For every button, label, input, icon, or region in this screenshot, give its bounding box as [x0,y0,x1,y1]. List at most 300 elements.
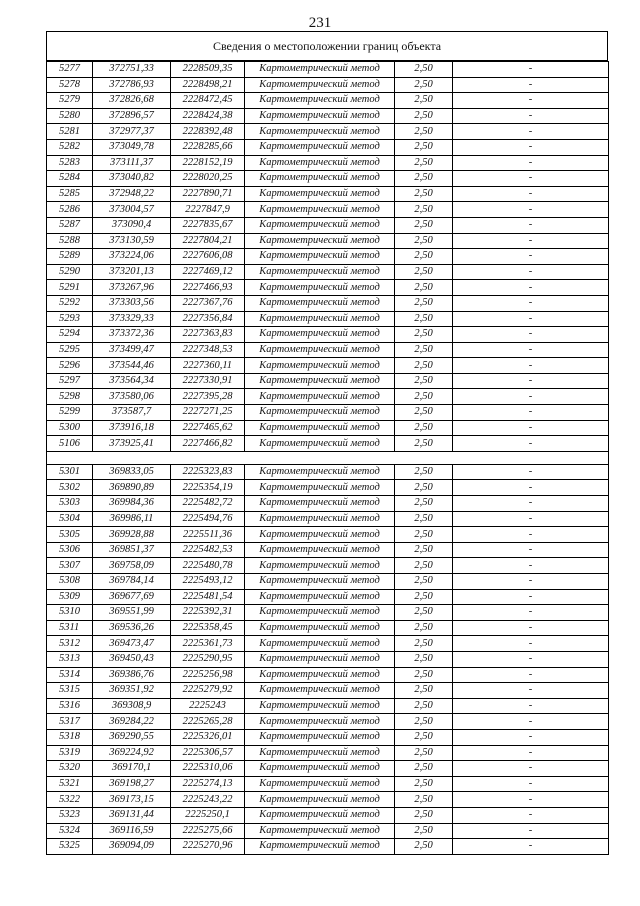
table-row [47,436,609,452]
x-coordinate-cell: 369833,05 [93,464,171,480]
table-row [47,420,609,436]
method-cell: Картометрический метод [245,729,395,745]
table-row [47,792,609,808]
method-cell: Картометрический метод [245,574,395,590]
table-title: Сведения о местоположении границ объекта [46,31,608,61]
table-row [47,373,609,389]
group-separator-row [47,451,609,464]
x-coordinate-cell: 369224,92 [93,745,171,761]
x-coordinate-cell: 373544,46 [93,358,171,374]
table-row [47,651,609,667]
x-coordinate-cell: 373372,36 [93,327,171,343]
description-cell: - [453,589,609,605]
table-row [47,683,609,699]
table-row [47,636,609,652]
point-number-cell: 5280 [47,108,93,124]
point-number-cell: 5286 [47,202,93,218]
method-cell: Картометрический метод [245,186,395,202]
table-row [47,233,609,249]
method-cell: Картометрический метод [245,651,395,667]
table-row [47,605,609,621]
y-coordinate-cell: 2228392,48 [171,124,245,140]
accuracy-cell: 2,50 [395,527,453,543]
point-number-cell: 5307 [47,558,93,574]
y-coordinate-cell: 2228509,35 [171,62,245,78]
accuracy-cell: 2,50 [395,698,453,714]
accuracy-cell: 2,50 [395,620,453,636]
method-cell: Картометрический метод [245,217,395,233]
point-number-cell: 5106 [47,436,93,452]
table-row [47,776,609,792]
y-coordinate-cell: 2225279,92 [171,683,245,699]
x-coordinate-cell: 369851,37 [93,542,171,558]
description-cell: - [453,792,609,808]
accuracy-cell: 2,50 [395,464,453,480]
point-number-cell: 5301 [47,464,93,480]
page-number: 231 [308,15,332,31]
accuracy-cell: 2,50 [395,93,453,109]
description-cell: - [453,202,609,218]
y-coordinate-cell: 2225265,28 [171,714,245,730]
accuracy-cell: 2,50 [395,373,453,389]
table-row [47,389,609,405]
x-coordinate-cell: 373267,96 [93,280,171,296]
point-number-cell: 5325 [47,839,93,855]
x-coordinate-cell: 372826,68 [93,93,171,109]
description-cell: - [453,124,609,140]
y-coordinate-cell: 2227466,82 [171,436,245,452]
accuracy-cell: 2,50 [395,139,453,155]
x-coordinate-cell: 372751,33 [93,62,171,78]
accuracy-cell: 2,50 [395,511,453,527]
point-number-cell: 5281 [47,124,93,140]
x-coordinate-cell: 369173,15 [93,792,171,808]
point-number-cell: 5278 [47,77,93,93]
method-cell: Картометрический метод [245,280,395,296]
point-number-cell: 5300 [47,420,93,436]
point-number-cell: 5291 [47,280,93,296]
description-cell: - [453,823,609,839]
description-cell: - [453,373,609,389]
point-number-cell: 5312 [47,636,93,652]
accuracy-cell: 2,50 [395,496,453,512]
point-number-cell: 5283 [47,155,93,171]
point-number-cell: 5304 [47,511,93,527]
point-number-cell: 5290 [47,264,93,280]
point-number-cell: 5309 [47,589,93,605]
accuracy-cell: 2,50 [395,155,453,171]
x-coordinate-cell: 373111,37 [93,155,171,171]
description-cell: - [453,233,609,249]
description-cell: - [453,93,609,109]
description-cell: - [453,620,609,636]
method-cell: Картометрический метод [245,464,395,480]
accuracy-cell: 2,50 [395,358,453,374]
x-coordinate-cell: 372977,37 [93,124,171,140]
table-row [47,405,609,421]
coordinates-table-body [47,62,609,855]
method-cell: Картометрический метод [245,124,395,140]
point-number-cell: 5294 [47,327,93,343]
description-cell: - [453,389,609,405]
x-coordinate-cell: 373916,18 [93,420,171,436]
y-coordinate-cell: 2228424,38 [171,108,245,124]
table-row [47,480,609,496]
y-coordinate-cell: 2225482,72 [171,496,245,512]
x-coordinate-cell: 369094,09 [93,839,171,855]
description-cell: - [453,249,609,265]
table-row [47,714,609,730]
y-coordinate-cell: 2228498,21 [171,77,245,93]
point-number-cell: 5319 [47,745,93,761]
table-row [47,761,609,777]
point-number-cell: 5277 [47,62,93,78]
method-cell: Картометрический метод [245,405,395,421]
method-cell: Картометрический метод [245,155,395,171]
method-cell: Картометрический метод [245,108,395,124]
description-cell: - [453,186,609,202]
table-row [47,358,609,374]
x-coordinate-cell: 373201,13 [93,264,171,280]
method-cell: Картометрический метод [245,558,395,574]
accuracy-cell: 2,50 [395,264,453,280]
accuracy-cell: 2,50 [395,405,453,421]
table-row [47,464,609,480]
y-coordinate-cell: 2227356,84 [171,311,245,327]
description-cell: - [453,667,609,683]
method-cell: Картометрический метод [245,171,395,187]
method-cell: Картометрический метод [245,745,395,761]
method-cell: Картометрический метод [245,776,395,792]
y-coordinate-cell: 2225250,1 [171,807,245,823]
table-row [47,527,609,543]
accuracy-cell: 2,50 [395,683,453,699]
x-coordinate-cell: 373224,06 [93,249,171,265]
accuracy-cell: 2,50 [395,714,453,730]
point-number-cell: 5302 [47,480,93,496]
method-cell: Картометрический метод [245,496,395,512]
y-coordinate-cell: 2227330,91 [171,373,245,389]
coordinates-sheet [46,31,608,855]
description-cell: - [453,171,609,187]
accuracy-cell: 2,50 [395,807,453,823]
description-cell: - [453,464,609,480]
x-coordinate-cell: 373004,57 [93,202,171,218]
description-cell: - [453,420,609,436]
point-number-cell: 5285 [47,186,93,202]
point-number-cell: 5282 [47,139,93,155]
accuracy-cell: 2,50 [395,823,453,839]
table-row [47,108,609,124]
y-coordinate-cell: 2228472,45 [171,93,245,109]
group-separator-cell [47,451,609,464]
description-cell: - [453,496,609,512]
description-cell: - [453,480,609,496]
accuracy-cell: 2,50 [395,77,453,93]
y-coordinate-cell: 2225482,53 [171,542,245,558]
point-number-cell: 5322 [47,792,93,808]
description-cell: - [453,542,609,558]
method-cell: Картометрический метод [245,589,395,605]
table-row [47,295,609,311]
method-cell: Картометрический метод [245,761,395,777]
point-number-cell: 5310 [47,605,93,621]
description-cell: - [453,108,609,124]
x-coordinate-cell: 369758,09 [93,558,171,574]
method-cell: Картометрический метод [245,667,395,683]
table-row [47,155,609,171]
table-row [47,202,609,218]
table-row [47,542,609,558]
point-number-cell: 5316 [47,698,93,714]
x-coordinate-cell: 372948,22 [93,186,171,202]
accuracy-cell: 2,50 [395,792,453,808]
y-coordinate-cell: 2227465,62 [171,420,245,436]
x-coordinate-cell: 369198,27 [93,776,171,792]
description-cell: - [453,280,609,296]
method-cell: Картометрический метод [245,311,395,327]
method-cell: Картометрический метод [245,683,395,699]
y-coordinate-cell: 2225290,95 [171,651,245,667]
table-row [47,589,609,605]
y-coordinate-cell: 2225275,66 [171,823,245,839]
table-row [47,217,609,233]
y-coordinate-cell: 2225392,31 [171,605,245,621]
method-cell: Картометрический метод [245,93,395,109]
description-cell: - [453,683,609,699]
point-number-cell: 5320 [47,761,93,777]
point-number-cell: 5315 [47,683,93,699]
table-row [47,124,609,140]
method-cell: Картометрический метод [245,327,395,343]
y-coordinate-cell: 2225493,12 [171,574,245,590]
x-coordinate-cell: 369984,36 [93,496,171,512]
y-coordinate-cell: 2228285,66 [171,139,245,155]
description-cell: - [453,217,609,233]
y-coordinate-cell: 2227395,28 [171,389,245,405]
table-row [47,729,609,745]
accuracy-cell: 2,50 [395,558,453,574]
x-coordinate-cell: 373040,82 [93,171,171,187]
accuracy-cell: 2,50 [395,589,453,605]
y-coordinate-cell: 2228020,25 [171,171,245,187]
accuracy-cell: 2,50 [395,233,453,249]
accuracy-cell: 2,50 [395,327,453,343]
method-cell: Картометрический метод [245,77,395,93]
table-row [47,311,609,327]
y-coordinate-cell: 2225511,36 [171,527,245,543]
method-cell: Картометрический метод [245,807,395,823]
method-cell: Картометрический метод [245,823,395,839]
method-cell: Картометрический метод [245,620,395,636]
y-coordinate-cell: 2227271,25 [171,405,245,421]
y-coordinate-cell: 2228152,19 [171,155,245,171]
y-coordinate-cell: 2227469,12 [171,264,245,280]
y-coordinate-cell: 2227847,9 [171,202,245,218]
description-cell: - [453,62,609,78]
x-coordinate-cell: 369116,59 [93,823,171,839]
table-row [47,186,609,202]
accuracy-cell: 2,50 [395,202,453,218]
description-cell: - [453,511,609,527]
accuracy-cell: 2,50 [395,108,453,124]
method-cell: Картометрический метод [245,542,395,558]
table-row [47,327,609,343]
accuracy-cell: 2,50 [395,389,453,405]
y-coordinate-cell: 2225326,01 [171,729,245,745]
description-cell: - [453,405,609,421]
table-row [47,620,609,636]
table-row [47,93,609,109]
y-coordinate-cell: 2225358,45 [171,620,245,636]
y-coordinate-cell: 2225243,22 [171,792,245,808]
description-cell: - [453,527,609,543]
description-cell: - [453,807,609,823]
x-coordinate-cell: 373049,78 [93,139,171,155]
y-coordinate-cell: 2227606,08 [171,249,245,265]
x-coordinate-cell: 372896,57 [93,108,171,124]
accuracy-cell: 2,50 [395,420,453,436]
point-number-cell: 5303 [47,496,93,512]
description-cell: - [453,295,609,311]
accuracy-cell: 2,50 [395,729,453,745]
method-cell: Картометрический метод [245,139,395,155]
description-cell: - [453,155,609,171]
table-row [47,264,609,280]
point-number-cell: 5308 [47,574,93,590]
description-cell: - [453,729,609,745]
x-coordinate-cell: 369386,76 [93,667,171,683]
description-cell: - [453,311,609,327]
x-coordinate-cell: 373564,34 [93,373,171,389]
method-cell: Картометрический метод [245,698,395,714]
x-coordinate-cell: 373090,4 [93,217,171,233]
x-coordinate-cell: 373925,41 [93,436,171,452]
description-cell: - [453,342,609,358]
table-row [47,249,609,265]
table-row [47,496,609,512]
point-number-cell: 5288 [47,233,93,249]
accuracy-cell: 2,50 [395,542,453,558]
description-cell: - [453,776,609,792]
description-cell: - [453,139,609,155]
x-coordinate-cell: 369131,44 [93,807,171,823]
table-row [47,698,609,714]
y-coordinate-cell: 2225354,19 [171,480,245,496]
method-cell: Картометрический метод [245,480,395,496]
accuracy-cell: 2,50 [395,636,453,652]
method-cell: Картометрический метод [245,792,395,808]
description-cell: - [453,745,609,761]
point-number-cell: 5289 [47,249,93,265]
method-cell: Картометрический метод [245,358,395,374]
description-cell: - [453,327,609,343]
description-cell: - [453,636,609,652]
point-number-cell: 5317 [47,714,93,730]
x-coordinate-cell: 373499,47 [93,342,171,358]
y-coordinate-cell: 2225323,83 [171,464,245,480]
description-cell: - [453,698,609,714]
description-cell: - [453,714,609,730]
point-number-cell: 5313 [47,651,93,667]
method-cell: Картометрический метод [245,420,395,436]
accuracy-cell: 2,50 [395,436,453,452]
table-row [47,62,609,78]
accuracy-cell: 2,50 [395,651,453,667]
accuracy-cell: 2,50 [395,574,453,590]
method-cell: Картометрический метод [245,264,395,280]
x-coordinate-cell: 369170,1 [93,761,171,777]
point-number-cell: 5314 [47,667,93,683]
method-cell: Картометрический метод [245,389,395,405]
y-coordinate-cell: 2225306,57 [171,745,245,761]
accuracy-cell: 2,50 [395,249,453,265]
table-row [47,823,609,839]
method-cell: Картометрический метод [245,511,395,527]
accuracy-cell: 2,50 [395,480,453,496]
point-number-cell: 5297 [47,373,93,389]
description-cell: - [453,605,609,621]
point-number-cell: 5324 [47,823,93,839]
x-coordinate-cell: 369784,14 [93,574,171,590]
x-coordinate-cell: 373580,06 [93,389,171,405]
x-coordinate-cell: 373303,56 [93,295,171,311]
table-row [47,839,609,855]
point-number-cell: 5311 [47,620,93,636]
method-cell: Картометрический метод [245,233,395,249]
point-number-cell: 5295 [47,342,93,358]
x-coordinate-cell: 369551,99 [93,605,171,621]
accuracy-cell: 2,50 [395,745,453,761]
accuracy-cell: 2,50 [395,605,453,621]
x-coordinate-cell: 369308,9 [93,698,171,714]
point-number-cell: 5306 [47,542,93,558]
method-cell: Картометрический метод [245,436,395,452]
point-number-cell: 5293 [47,311,93,327]
y-coordinate-cell: 2225270,96 [171,839,245,855]
x-coordinate-cell: 373587,7 [93,405,171,421]
accuracy-cell: 2,50 [395,280,453,296]
method-cell: Картометрический метод [245,249,395,265]
x-coordinate-cell: 369677,69 [93,589,171,605]
accuracy-cell: 2,50 [395,186,453,202]
y-coordinate-cell: 2225361,73 [171,636,245,652]
point-number-cell: 5296 [47,358,93,374]
accuracy-cell: 2,50 [395,171,453,187]
point-number-cell: 5318 [47,729,93,745]
x-coordinate-cell: 369450,43 [93,651,171,667]
y-coordinate-cell: 2227890,71 [171,186,245,202]
y-coordinate-cell: 2225494,76 [171,511,245,527]
x-coordinate-cell: 373329,33 [93,311,171,327]
table-row [47,139,609,155]
x-coordinate-cell: 369890,89 [93,480,171,496]
table-row [47,280,609,296]
point-number-cell: 5321 [47,776,93,792]
description-cell: - [453,358,609,374]
table-row [47,77,609,93]
table-row [47,511,609,527]
method-cell: Картометрический метод [245,295,395,311]
method-cell: Картометрический метод [245,636,395,652]
table-row [47,171,609,187]
point-number-cell: 5298 [47,389,93,405]
x-coordinate-cell: 369351,92 [93,683,171,699]
accuracy-cell: 2,50 [395,311,453,327]
accuracy-cell: 2,50 [395,761,453,777]
description-cell: - [453,574,609,590]
table-row [47,667,609,683]
